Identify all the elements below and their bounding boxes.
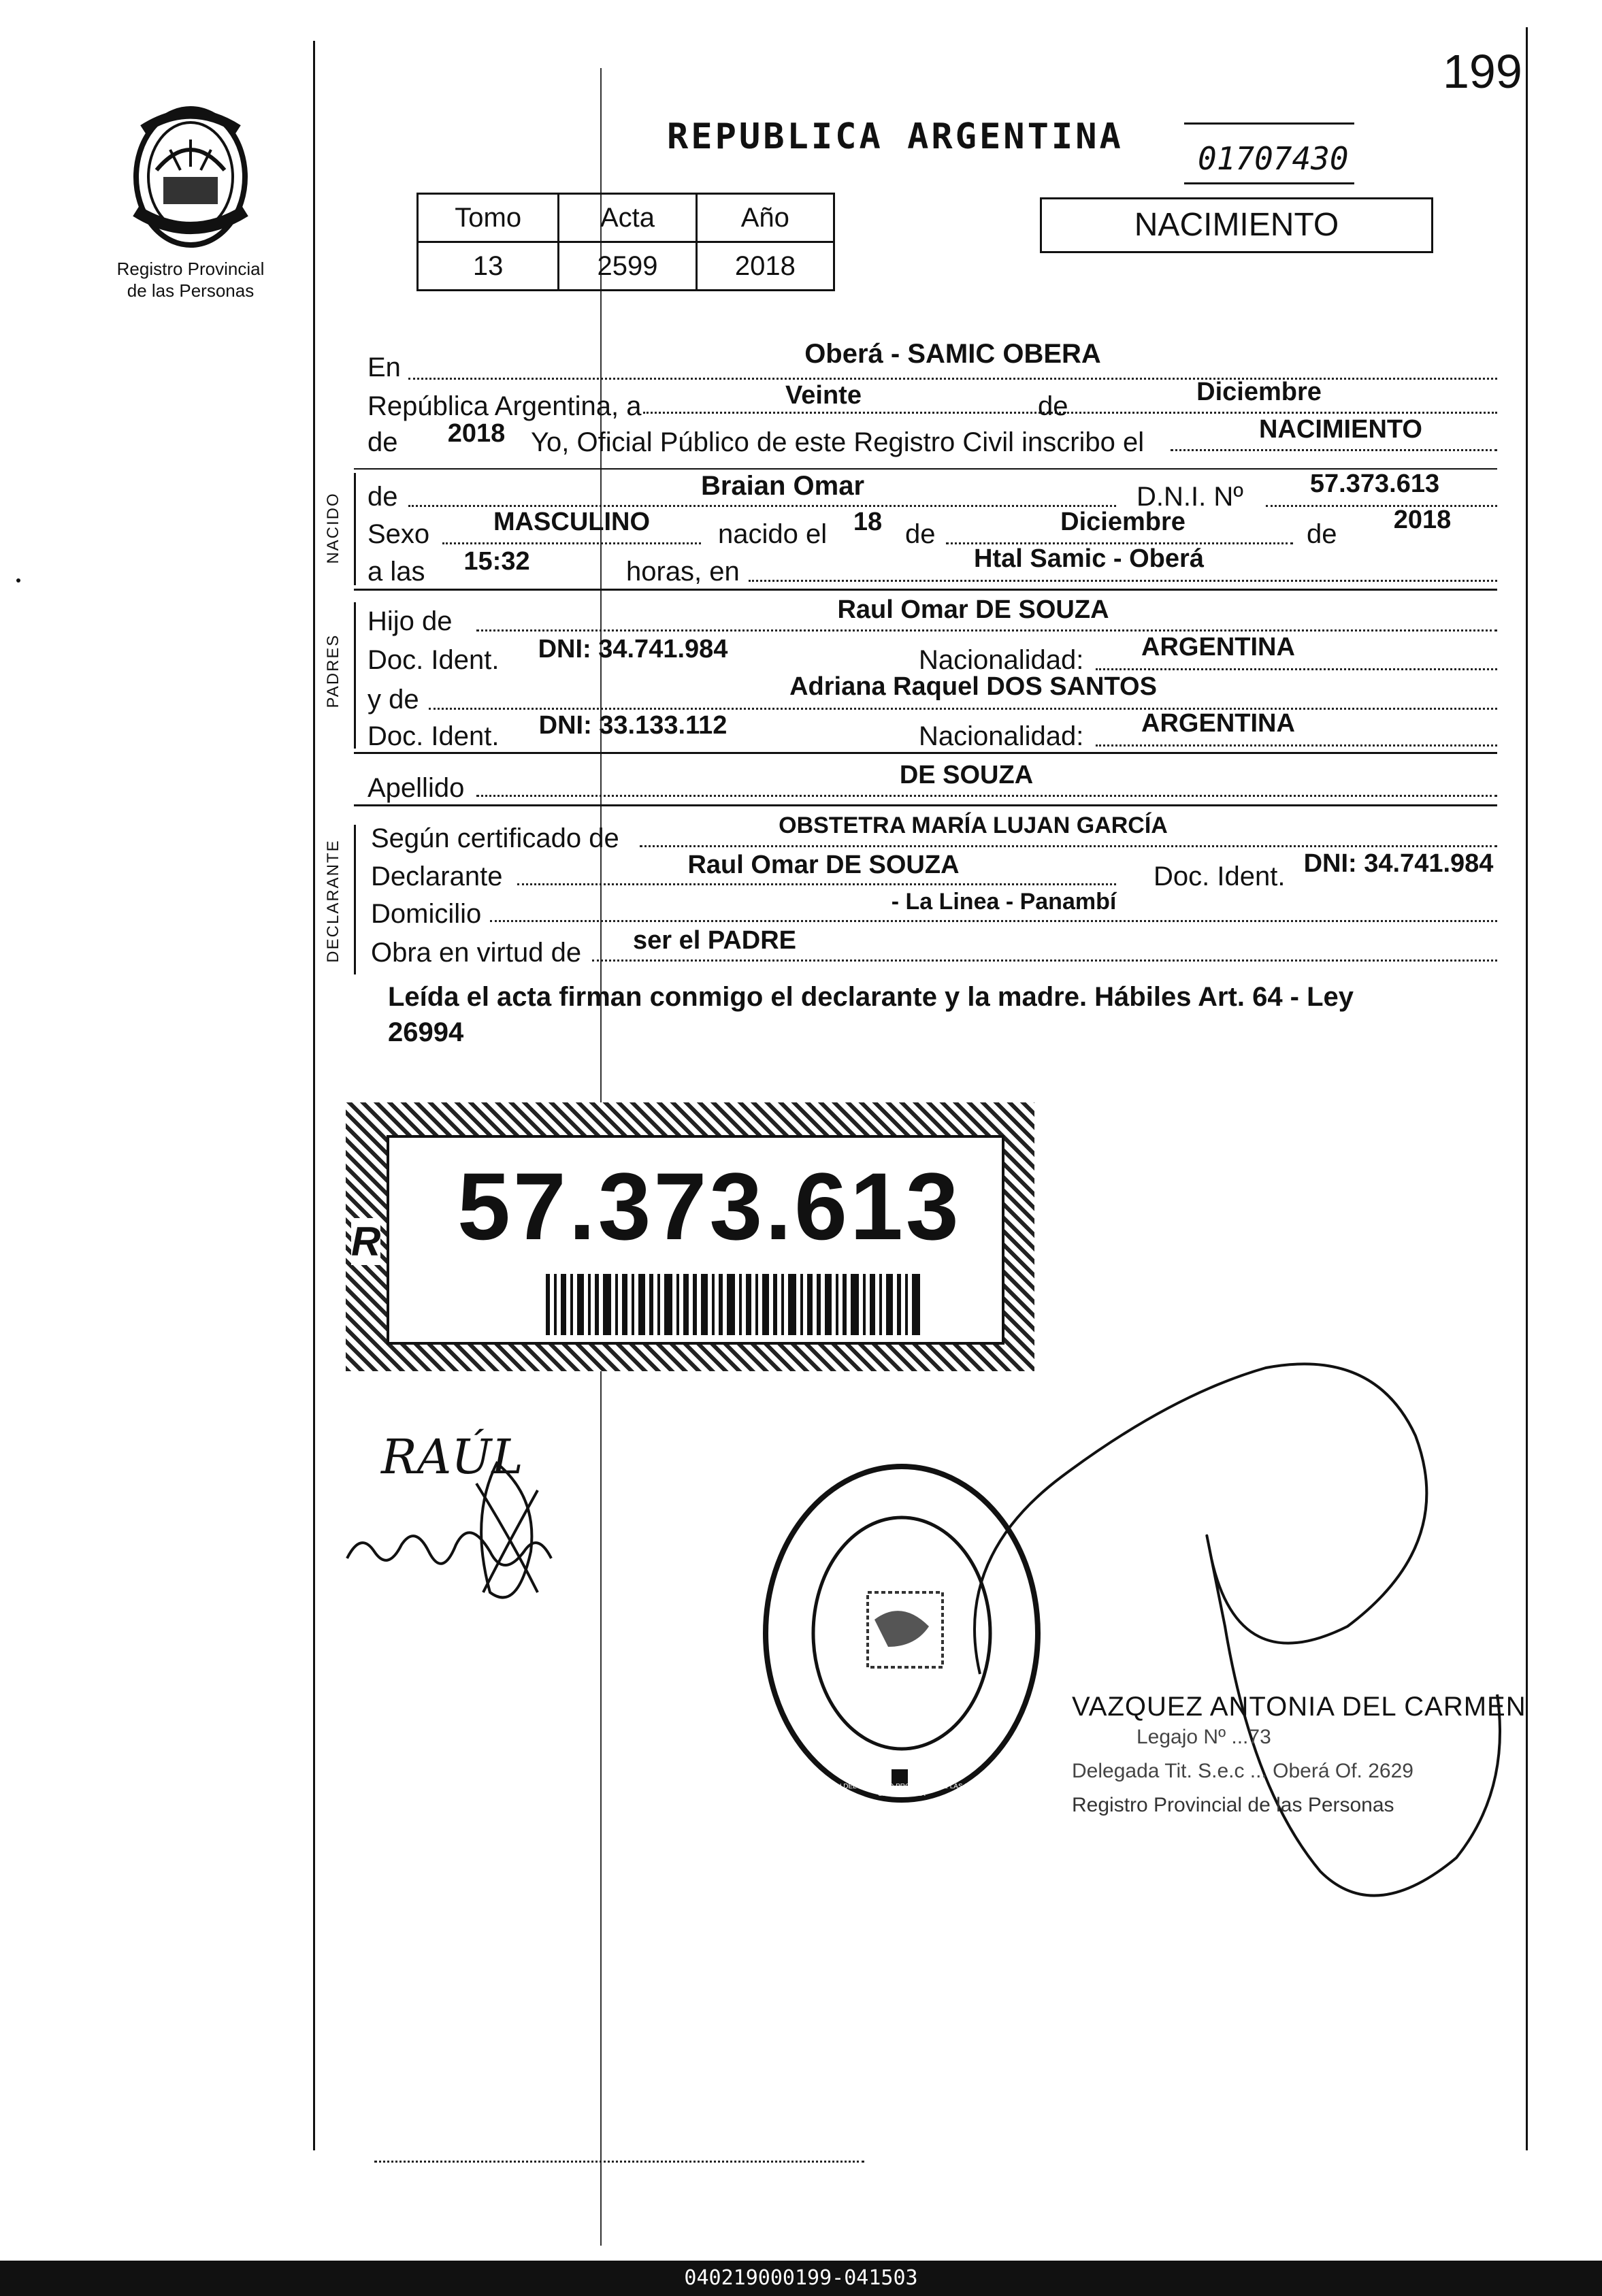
de-label-2: de — [367, 427, 398, 457]
segun-label: Según certificado de — [371, 823, 619, 853]
obra-value: ser el PADRE — [632, 926, 797, 955]
domicilio-value: - La Linea - Panambí — [891, 889, 1117, 915]
certificado-value: OBSTETRA MARÍA LUJAN GARCÍA — [779, 813, 1168, 838]
footer-code: 040219000199-041503 — [684, 2266, 918, 2290]
sexo-label: Sexo — [367, 519, 430, 549]
republic-dots — [643, 412, 1497, 414]
birth-time-value: 15:32 — [463, 547, 530, 576]
nacido-el-label: nacido el — [718, 519, 828, 549]
place-value: Oberá - SAMIC OBERA — [804, 339, 1101, 369]
document-type-box — [1040, 197, 1433, 253]
official-name: VAZQUEZ ANTONIA DEL CARMEN — [1072, 1692, 1526, 1722]
closing-line2: 26994 — [388, 1017, 464, 1047]
seal-text: DELEGACIÓN DEL REGISTRO PROVINCIAL DE LAS PERSONAS · SAMIC OBERÁ — [796, 1783, 1007, 1798]
yo-dots — [1171, 449, 1497, 451]
mother-name-value: Adriana Raquel DOS SANTOS — [789, 672, 1157, 701]
nacido-bracket — [354, 473, 356, 585]
nacido-section-label: NACIDO — [324, 492, 342, 564]
footer-bar — [0, 2261, 1602, 2296]
nacido-de-label-3: de — [1307, 519, 1337, 549]
inscribed-value: NACIMIENTO — [1259, 415, 1422, 444]
mother-doc-label: Doc. Ident. — [367, 721, 500, 751]
nacido-de-label-2: de — [905, 519, 936, 549]
declarante-doc-value: DNI: 34.741.984 — [1303, 849, 1494, 878]
mother-dots — [429, 708, 1497, 710]
id-sticker-inner — [387, 1135, 1004, 1345]
child-dni-value: 57.373.613 — [1309, 470, 1440, 498]
apellido-top-rule — [354, 752, 1497, 754]
official-line4: Registro Provincial de las Personas — [1072, 1794, 1394, 1816]
republic-label: República Argentina, a — [367, 391, 642, 421]
official-signature-loop — [939, 1354, 1518, 1933]
mother-nat-label: Nacionalidad: — [919, 721, 1084, 751]
signature-scribble-icon — [333, 1415, 578, 1620]
yo-text: Yo, Oficial Público de este Registro Civil inscribo el — [531, 427, 1145, 457]
footer-dots — [374, 2161, 864, 2163]
signature-raul-text: RAÚL — [381, 1429, 523, 1485]
official-signature-icon — [939, 1354, 1518, 1933]
country-title: REPUBLICA ARGENTINA — [667, 116, 1124, 157]
serial-number: 01707430 — [1198, 140, 1349, 177]
serial-underline — [1184, 182, 1354, 184]
father-nat-value: ARGENTINA — [1141, 633, 1295, 661]
left-margin-line — [313, 41, 315, 2150]
de-label-1: de — [1038, 391, 1068, 421]
nacido-de-label: de — [367, 482, 398, 512]
domicilio-label: Domicilio — [371, 899, 482, 929]
birth-year-value: 2018 — [1393, 506, 1452, 534]
mother-doc-value: DNI: 33.133.112 — [538, 711, 728, 740]
declarante-bracket — [354, 825, 356, 974]
tomo-value: 13 — [418, 242, 559, 291]
closing-line1: Leída el acta firman conmigo el declarante y la madre. Hábiles Art. 64 - Ley — [388, 982, 1354, 1012]
apellido-bottom-rule — [354, 804, 1497, 806]
birth-place-value: Htal Samic - Oberá — [974, 544, 1204, 573]
birth-month-value: Diciembre — [1060, 508, 1186, 536]
birth-place-dots — [749, 580, 1497, 582]
acta-header: Acta — [559, 194, 696, 242]
registry-name-line2: de las Personas — [127, 280, 255, 301]
padres-section-label: PADRES — [324, 634, 342, 708]
father-doc-value: DNI: 34.741.984 — [538, 635, 728, 663]
ano-value: 2018 — [696, 242, 834, 291]
registry-name-line1: Registro Provincial — [116, 259, 265, 279]
declarante-label: Declarante — [371, 862, 503, 891]
barcode-icon — [546, 1274, 927, 1335]
father-nat-dots — [1096, 668, 1497, 670]
official-line3: Delegada Tit. S.e.c ... Oberá Of. 2629 — [1072, 1760, 1413, 1782]
en-label: En — [367, 352, 401, 382]
domicilio-dots — [490, 920, 1497, 922]
official-line2: Legajo Nº ...73 — [1137, 1726, 1271, 1748]
tomo-header: Tomo — [418, 194, 559, 242]
day-word-value: Veinte — [785, 381, 862, 410]
declarante-section-label: DECLARANTE — [324, 839, 342, 963]
declarante-dots — [517, 883, 1116, 885]
segun-dots — [640, 845, 1497, 847]
apellido-value: DE SOUZA — [899, 761, 1034, 789]
obra-label: Obra en virtud de — [371, 938, 582, 968]
declarant-signature — [333, 1415, 578, 1620]
month-value: Diciembre — [1196, 378, 1322, 406]
yde-label: y de — [367, 685, 419, 715]
sexo-value: MASCULINO — [493, 508, 651, 536]
horas-label: horas, en — [626, 557, 740, 587]
declarante-doc-label: Doc. Ident. — [1154, 862, 1286, 891]
father-dots — [476, 629, 1497, 632]
obra-dots — [592, 960, 1497, 962]
registry-logo — [116, 102, 265, 252]
id-sticker-number: 57.373.613 — [457, 1153, 962, 1260]
dni-label: D.N.I. Nº — [1137, 482, 1243, 512]
father-nat-label: Nacionalidad: — [919, 645, 1084, 675]
year-value: 2018 — [447, 419, 506, 448]
sexo-dots — [442, 542, 701, 544]
padres-bracket — [354, 602, 356, 749]
id-sticker-letter: R — [351, 1219, 381, 1264]
right-margin-line — [1526, 27, 1528, 2150]
province-crest-icon — [116, 102, 265, 252]
mother-nat-dots — [1096, 744, 1497, 747]
declarante-name-value: Raul Omar DE SOUZA — [687, 851, 960, 879]
birth-day-value: 18 — [853, 508, 883, 536]
page-number: 199 — [1443, 45, 1522, 98]
father-name-value: Raul Omar DE SOUZA — [837, 595, 1109, 624]
document-type-label: NACIMIENTO — [1134, 207, 1339, 243]
reference-table — [416, 193, 835, 291]
mother-nat-value: ARGENTINA — [1141, 709, 1295, 738]
hijo-label: Hijo de — [367, 606, 453, 636]
serial-overline — [1184, 122, 1354, 125]
acta-value: 2599 — [559, 242, 696, 291]
father-doc-label: Doc. Ident. — [367, 645, 500, 675]
nacido-name-dots — [408, 505, 1116, 507]
alas-label: a las — [367, 557, 425, 587]
stray-dot — [16, 578, 20, 583]
child-name-value: Braian Omar — [700, 471, 865, 501]
apellido-dots — [476, 795, 1497, 797]
apellido-label: Apellido — [367, 773, 465, 803]
padres-top-rule — [354, 589, 1497, 591]
id-sticker — [346, 1102, 1034, 1371]
ano-header: Año — [696, 194, 834, 242]
